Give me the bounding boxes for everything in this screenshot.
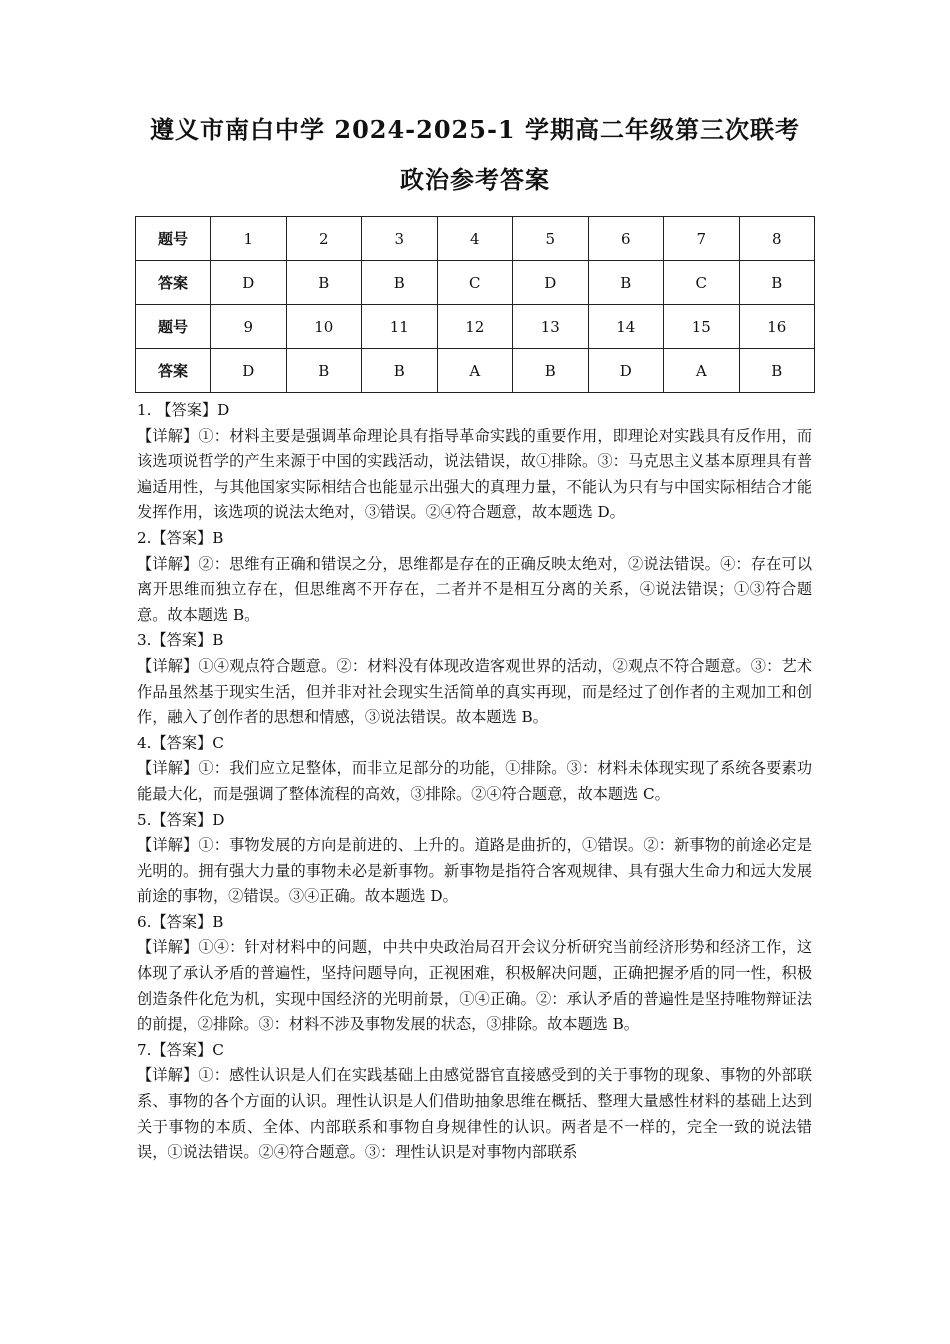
table-cell: B: [739, 349, 815, 393]
answer-heading: 3.【答案】B: [137, 631, 224, 650]
answer-table: [135, 216, 815, 393]
table-cell: B: [588, 261, 664, 305]
table-cell: 14: [588, 305, 664, 349]
table-cell: A: [664, 349, 740, 393]
table-cell: 6: [588, 217, 664, 261]
table-cell: B: [739, 261, 815, 305]
answer-detail: 【详解】②：思维有正确和错误之分，思维都是存在的正确反映太绝对，②说法错误。④：存在可以离开思维而独立存在，但思维离不开存在，二者并不是相互分离的关系，④说法错误；①③符合题意。故本题选 B。: [137, 554, 812, 624]
table-cell: D: [211, 349, 287, 393]
answer-detail: 【详解】①④观点符合题意。②：材料没有体现改造客观世界的活动，②观点不符合题意。③：艺术作品虽然基于现实生活，但并非对社会现实生活简单的真实再现，而是经过了创作者的主观加工和创作，融入了创作者的思想和情感，③说法错误。故本题选 B。: [137, 656, 812, 727]
table-cell: 12: [437, 305, 513, 349]
document-subtitle: 政治参考答案: [400, 165, 550, 194]
answer-detail: 【详解】①④：针对材料中的问题，中共中央政治局召开会议分析研究当前经济形势和经济工作，这体现了承认矛盾的普遍性，坚持问题导向，正视困难，积极解决问题，正确把握矛盾的同一性，积极创造条件化危为机，实现中国经济的光明前景，①④正确。②：承认矛盾的普遍性是坚持唯物辩证法的前提，②排除。③：材料不涉及事物发展的状态，③排除。故本题选 B。: [137, 938, 812, 1034]
table-cell: B: [362, 349, 438, 393]
table-cell: C: [664, 261, 740, 305]
table-cell: 7: [664, 217, 740, 261]
table-cell: D: [513, 261, 589, 305]
table-cell: 9: [211, 305, 287, 349]
table-cell: 11: [362, 305, 438, 349]
table-cell: D: [211, 261, 287, 305]
row-label: 题号: [136, 305, 211, 349]
table-cell: 2: [286, 217, 362, 261]
explanations: [137, 398, 812, 1166]
answer-detail: 【详解】①：感性认识是人们在实践基础上由感觉器官直接感受到的关于事物的现象、事物的外部联系、事物的各个方面的认识。理性认识是人们借助抽象思维在概括、整理大量感性材料的基础上达到关于事物的本质、全体、内部联系和事物自身规律性的认识。两者是不一样的，完全一致的说法错误，①说法错误。②④符合题意。③：理性认识是对事物内部联系: [137, 1066, 812, 1162]
table-cell: A: [437, 349, 513, 393]
table-cell: D: [588, 349, 664, 393]
table-row: [136, 305, 815, 349]
table-cell: 16: [739, 305, 815, 349]
table-row: [136, 349, 815, 393]
answer-heading: 6.【答案】B: [137, 912, 224, 931]
table-cell: 3: [362, 217, 438, 261]
row-label: 题号: [136, 217, 211, 261]
answer-heading: 5.【答案】D: [137, 810, 225, 829]
table-cell: 1: [211, 217, 287, 261]
answer-heading: 2.【答案】B: [137, 528, 224, 547]
table-cell: 10: [286, 305, 362, 349]
answer-heading: 1. 【答案】D: [137, 401, 230, 419]
document-title: 遵义市南白中学 2024-2025-1 学期高二年级第三次联考: [150, 115, 800, 144]
table-cell: B: [286, 349, 362, 393]
table-cell: 4: [437, 217, 513, 261]
table-row: [136, 261, 815, 305]
table-cell: 13: [513, 305, 589, 349]
table-cell: B: [286, 261, 362, 305]
table-cell: B: [513, 349, 589, 393]
table-cell: 8: [739, 217, 815, 261]
answer-heading: 7.【答案】C: [137, 1040, 224, 1059]
table-cell: B: [362, 261, 438, 305]
table-cell: 15: [664, 305, 740, 349]
row-label: 答案: [136, 261, 211, 305]
answer-detail: 【详解】①：我们应立足整体，而非立足部分的功能，①排除。③：材料未体现实现了系统各要素功能最大化，而是强调了整体流程的高效，③排除。②④符合题意，故本题选 C。: [137, 759, 812, 803]
answer-detail: 【详解】①：事物发展的方向是前进的、上升的。道路是曲折的，①错误。②：新事物的前途必定是光明的。拥有强大力量的事物未必是新事物。新事物是指符合客观规律、具有强大生命力和远大发展前途的事物，②错误。③④正确。故本题选 D。: [137, 836, 812, 906]
table-cell: 5: [513, 217, 589, 261]
answer-heading: 4.【答案】C: [137, 733, 224, 752]
answer-detail: 【详解】①：材料主要是强调革命理论具有指导革命实践的重要作用，即理论对实践具有反作用，而该选项说哲学的产生来源于中国的实践活动，说法错误，故①排除。③：马克思主义基本原理具有普遍适用性，与其他国家实际相结合也能显示出强大的真理力量，不能认为只有与中国实际相结合才能发挥作用，该选项的说法太绝对，③错误。②④符合题意，故本题选 D。: [137, 426, 812, 522]
table-cell: C: [437, 261, 513, 305]
row-label: 答案: [136, 349, 211, 393]
table-row: [136, 217, 815, 261]
